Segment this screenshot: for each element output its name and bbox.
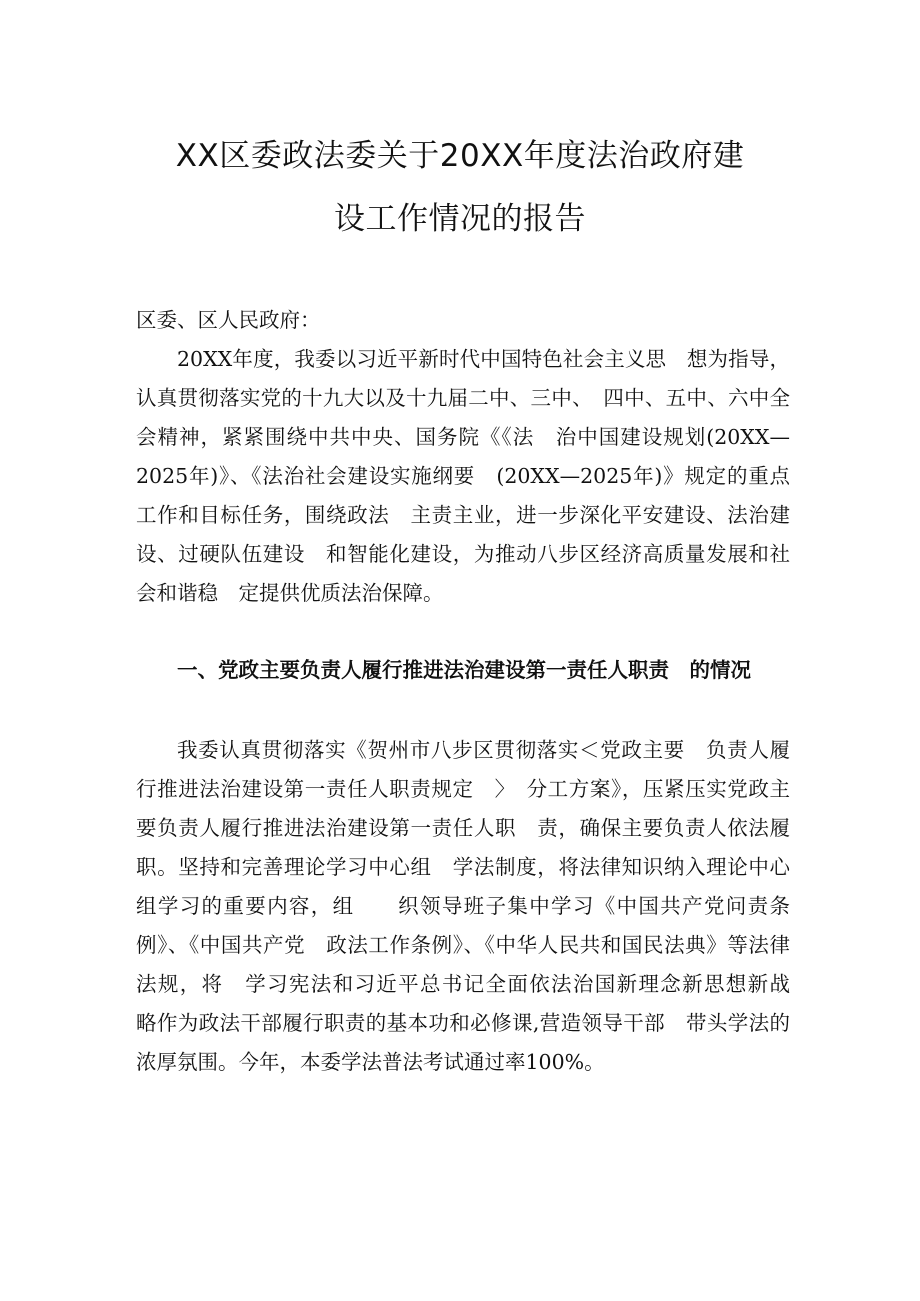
salutation: 区委、区人民政府： — [136, 308, 321, 332]
paragraph-section-1: 我委认真贯彻落实《贺州市八步区贯彻落实＜党政主要 负责人履行推进法治建设第一责任人职责规定 〉 分工方案》，压紧压实党政主要负责人履行推进法治建设第一责任人职 责，确保主要负责人依法履职。坚持和完善理论学习中心组 学法制度，将法律知识纳入理论中心组学习的重要内容，组 织领导班子集中学习《中国共产党问责条例》、《中国共产党 政法工作条例》、《中华人民共和国民法典》等法律法规，将 学习宪法和习近平总书记全面依法治国新理念新思想新战 略作为政法干部履行职责的基本功和必修课,营造领导干部 带头学法的浓厚氛围。今年，本委学法普法考试通过率100%。 — [136, 738, 811, 1074]
document-title-line-2: 设工作情况的报告 — [334, 201, 586, 237]
paragraph-intro: 20XX年度，我委以习近平新时代中国特色社会主义思 想为指导，认真贯彻落实党的十九大以及十九届二中、三中、 四中、五中、六中全会精神，紧紧围绕中共中央、国务院《《法 治中国建设规划(20XX—2025年)》、《法治社会建设实施纲要 (20XX—2025年)》规定的重点工作和目标任务，围绕政法 主责主业，进一步深化平安建设、法治建设、过硬队伍建设 和智能化建设，为推动八步区经济高质量发展和社会和谐稳 定提供优质法治保障。 — [136, 347, 790, 605]
section-heading-1: 一、党政主要负责人履行推进法治建设第一责任人职责 的情况 — [177, 658, 751, 682]
document-title-line-1: XX区委政法委关于20XX年度法治政府建 — [175, 138, 745, 174]
